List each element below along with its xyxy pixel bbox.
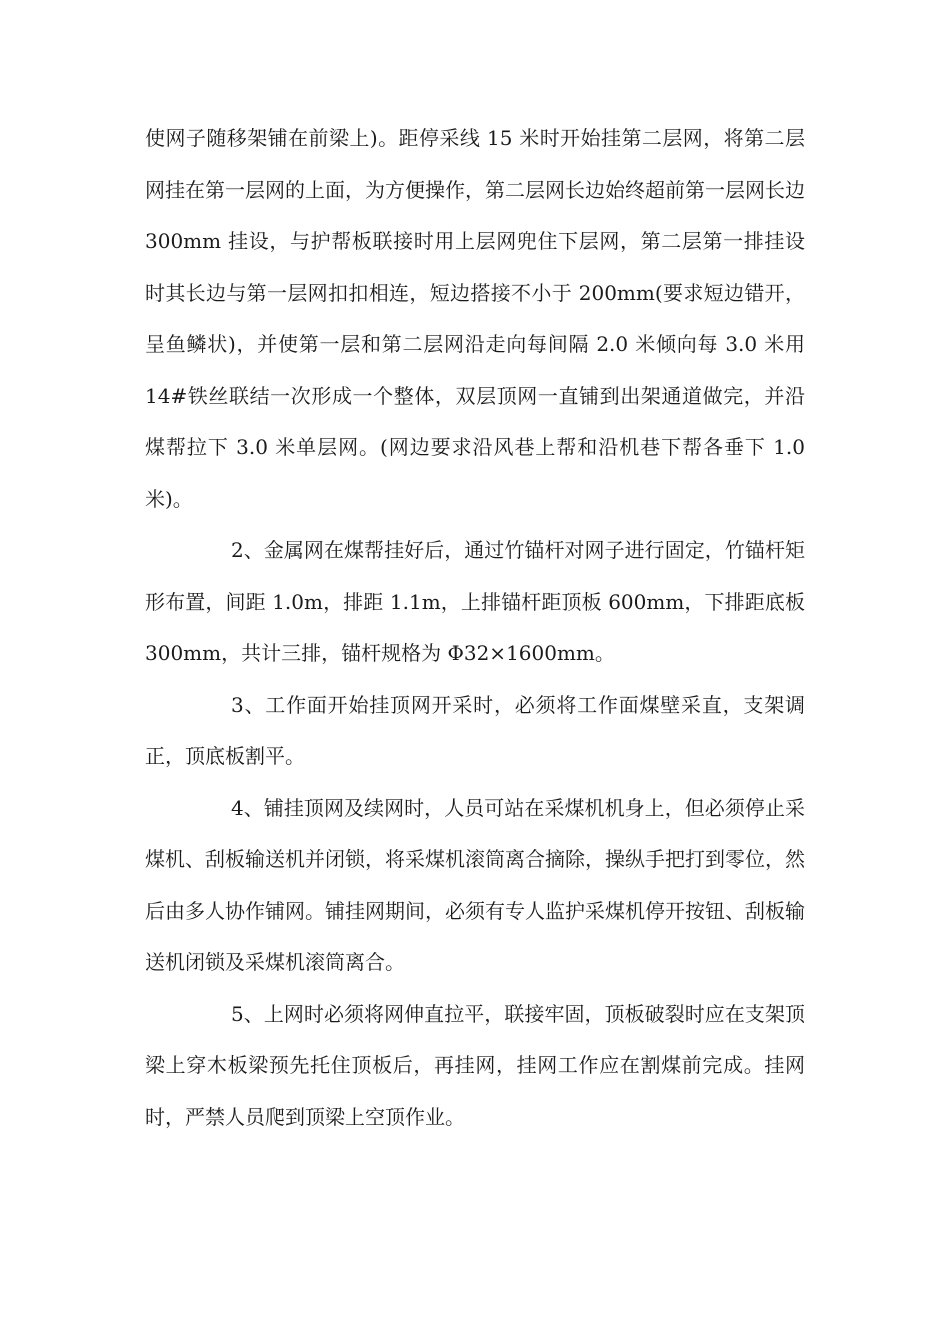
paragraph-item-3: 3、工作面开始挂顶网开采时，必须将工作面煤壁采直，支架调正，顶底板割平。: [145, 692, 805, 768]
paragraph-item-2: 2、金属网在煤帮挂好后，通过竹锚杆对网子进行固定，竹锚杆矩形布置，间距 1.0m，排距 1.1m，上排锚杆距顶板 600mm，下排距底板 300mm，共计三排，锚杆规格为 Φ32×1600mm。: [145, 538, 805, 665]
paragraph-item-4: 4、铺挂顶网及续网时，人员可站在采煤机机身上，但必须停止采煤机、刮板输送机并闭锁，将采煤机滚筒离合摘除，操纵手把打到零位，然后由多人协作铺网。铺挂网期间，必须有专人监护采煤机停开按钮、刮板输送机闭锁及采煤机滚筒离合。: [145, 795, 805, 974]
document-body: [145, 113, 805, 1143]
paragraph-continuation: 使网子随移架铺在前梁上)。距停采线 15 米时开始挂第二层网，将第二层网挂在第一层网的上面，为方便操作，第二层网长边始终超前第一层网长边 300mm 挂设，与护帮板联接时用上层网兜住下层网，第二层第一排挂设时其长边与第一层网扣扣相连，短边搭接不小于 200mm(要求短边错开，呈鱼鳞状)，并使第一层和第二层网沿走向每间隔 2.0 米倾向每 3.0 米用 14#铁丝联结一次形成一个整体，双层顶网一直铺到出架通道做完，并沿煤帮拉下 3.0 米单层网。(网边要求沿风巷上帮和沿机巷下帮各垂下 1.0 米)。: [145, 126, 805, 511]
paragraph-item-5: 5、上网时必须将网伸直拉平，联接牢固，顶板破裂时应在支架顶梁上穿木板梁预先托住顶板后，再挂网，挂网工作应在割煤前完成。挂网时，严禁人员爬到顶梁上空顶作业。: [145, 1001, 805, 1129]
